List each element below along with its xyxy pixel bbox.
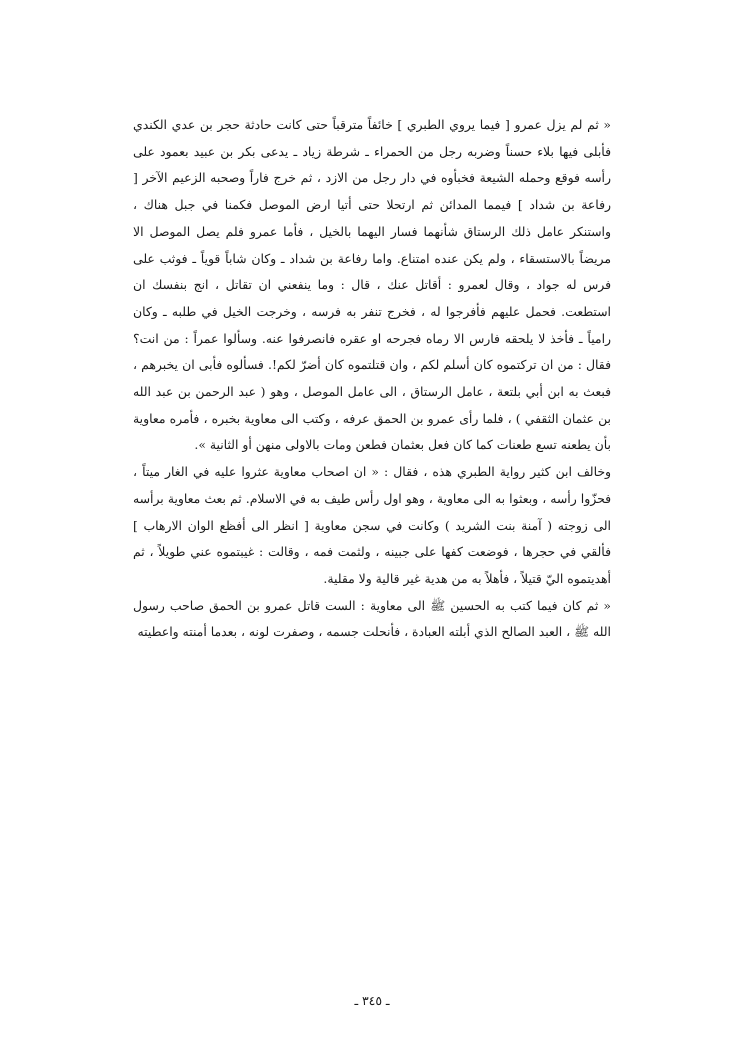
document-body — [133, 112, 611, 646]
paragraph-1: « ثم لم يزل عمرو [ فيما يروي الطبري ] خائفاً مترقباً حتى كانت حادثة حجر بن عدي الكندي فأبلى فيها بلاء حسناً وضربه رجل من الحمراء ـ شرطة زياد ـ يدعى بكر بن عبيد بعمود على رأسه فوقع وحمله الشيعة فخبأوه في دار رجل من الازد ، ثم خرج فاراً وصحبه الزعيم الآخر [ رفاعة بن شداد ] فيمما المدائن ثم ارتحلا حتى أتيا ارض الموصل فكمنا في جبل هناك ، واستنكر عامل ذلك الرستاق شأنهما فسار اليهما بالخيل ، فأما عمرو فلم يصل الموصل الا مريضاً بالاستسقاء ، ولم يكن عنده امتناع. واما رفاعة بن شداد ـ وكان شاباً قوياً ـ فوثب على فرس له جواد ، وقال لعمرو : أقاتل عنك ، قال : وما ينفعني ان تقاتل ، انج بنفسك ان استطعت. فحمل عليهم فأفرجوا له ، فخرج تنفر به فرسه ، وخرجت الخيل في طلبه ـ وكان رامياً ـ فأخذ لا يلحقه فارس الا رماه فجرحه او عقره فانصرفوا عنه. وسألوا عمراً : من انت؟ فقال : من ان تركتموه كان أسلم لكم ، وان قتلتموه كان أضرّ لكم!. فسألوه فأبى ان يخبرهم ، فبعث به ابن أبي بلتعة ، عامل الرستاق ، الى عامل الموصل ، وهو ( عبد الرحمن بن عبد الله بن عثمان الثقفي ) ، فلما رأى عمرو بن الحمق عرفه ، وكتب الى معاوية بخبره ، فأمره معاوية بأن يطعنه تسع طعنات كما كان فعل بعثمان فطعن ومات بالاولى منهن أو الثانية ». — [133, 117, 611, 453]
paragraph-3: « ثم كان فيما كتب به الحسين ﷺ الى معاوية : الست قاتل عمرو بن الحمق صاحب رسول الله ﷺ ، العبد الصالح الذي أبلته العبادة ، فأنحلت جسمه ، وصفرت لونه ، بعدما أمنته واعطيته — [133, 597, 611, 640]
paragraph-2: وخالف ابن كثير رواية الطبري هذه ، فقال : « ان اصحاب معاوية عثروا عليه في الغار ميتاً ، فحزّوا رأسه ، وبعثوا به الى معاوية ، وهو اول رأس طيف به في الاسلام. ثم بعث معاوية برأسه الى زوجته ( آمنة بنت الشريد ) وكانت في سجن معاوية [ انظر الى أفظع الوان الارهاب ] فألقي في حجرها ، فوضعت كفها على جبينه ، ولثمت فمه ، وقالت : غيبتموه عني طويلاً ، ثم أهديتموه اليّ قتيلاً ، فأهلاً به من هدية غير قالية ولا مقلية. — [133, 464, 611, 586]
page-number: ـ ٣٤٥ ـ — [354, 993, 390, 1008]
